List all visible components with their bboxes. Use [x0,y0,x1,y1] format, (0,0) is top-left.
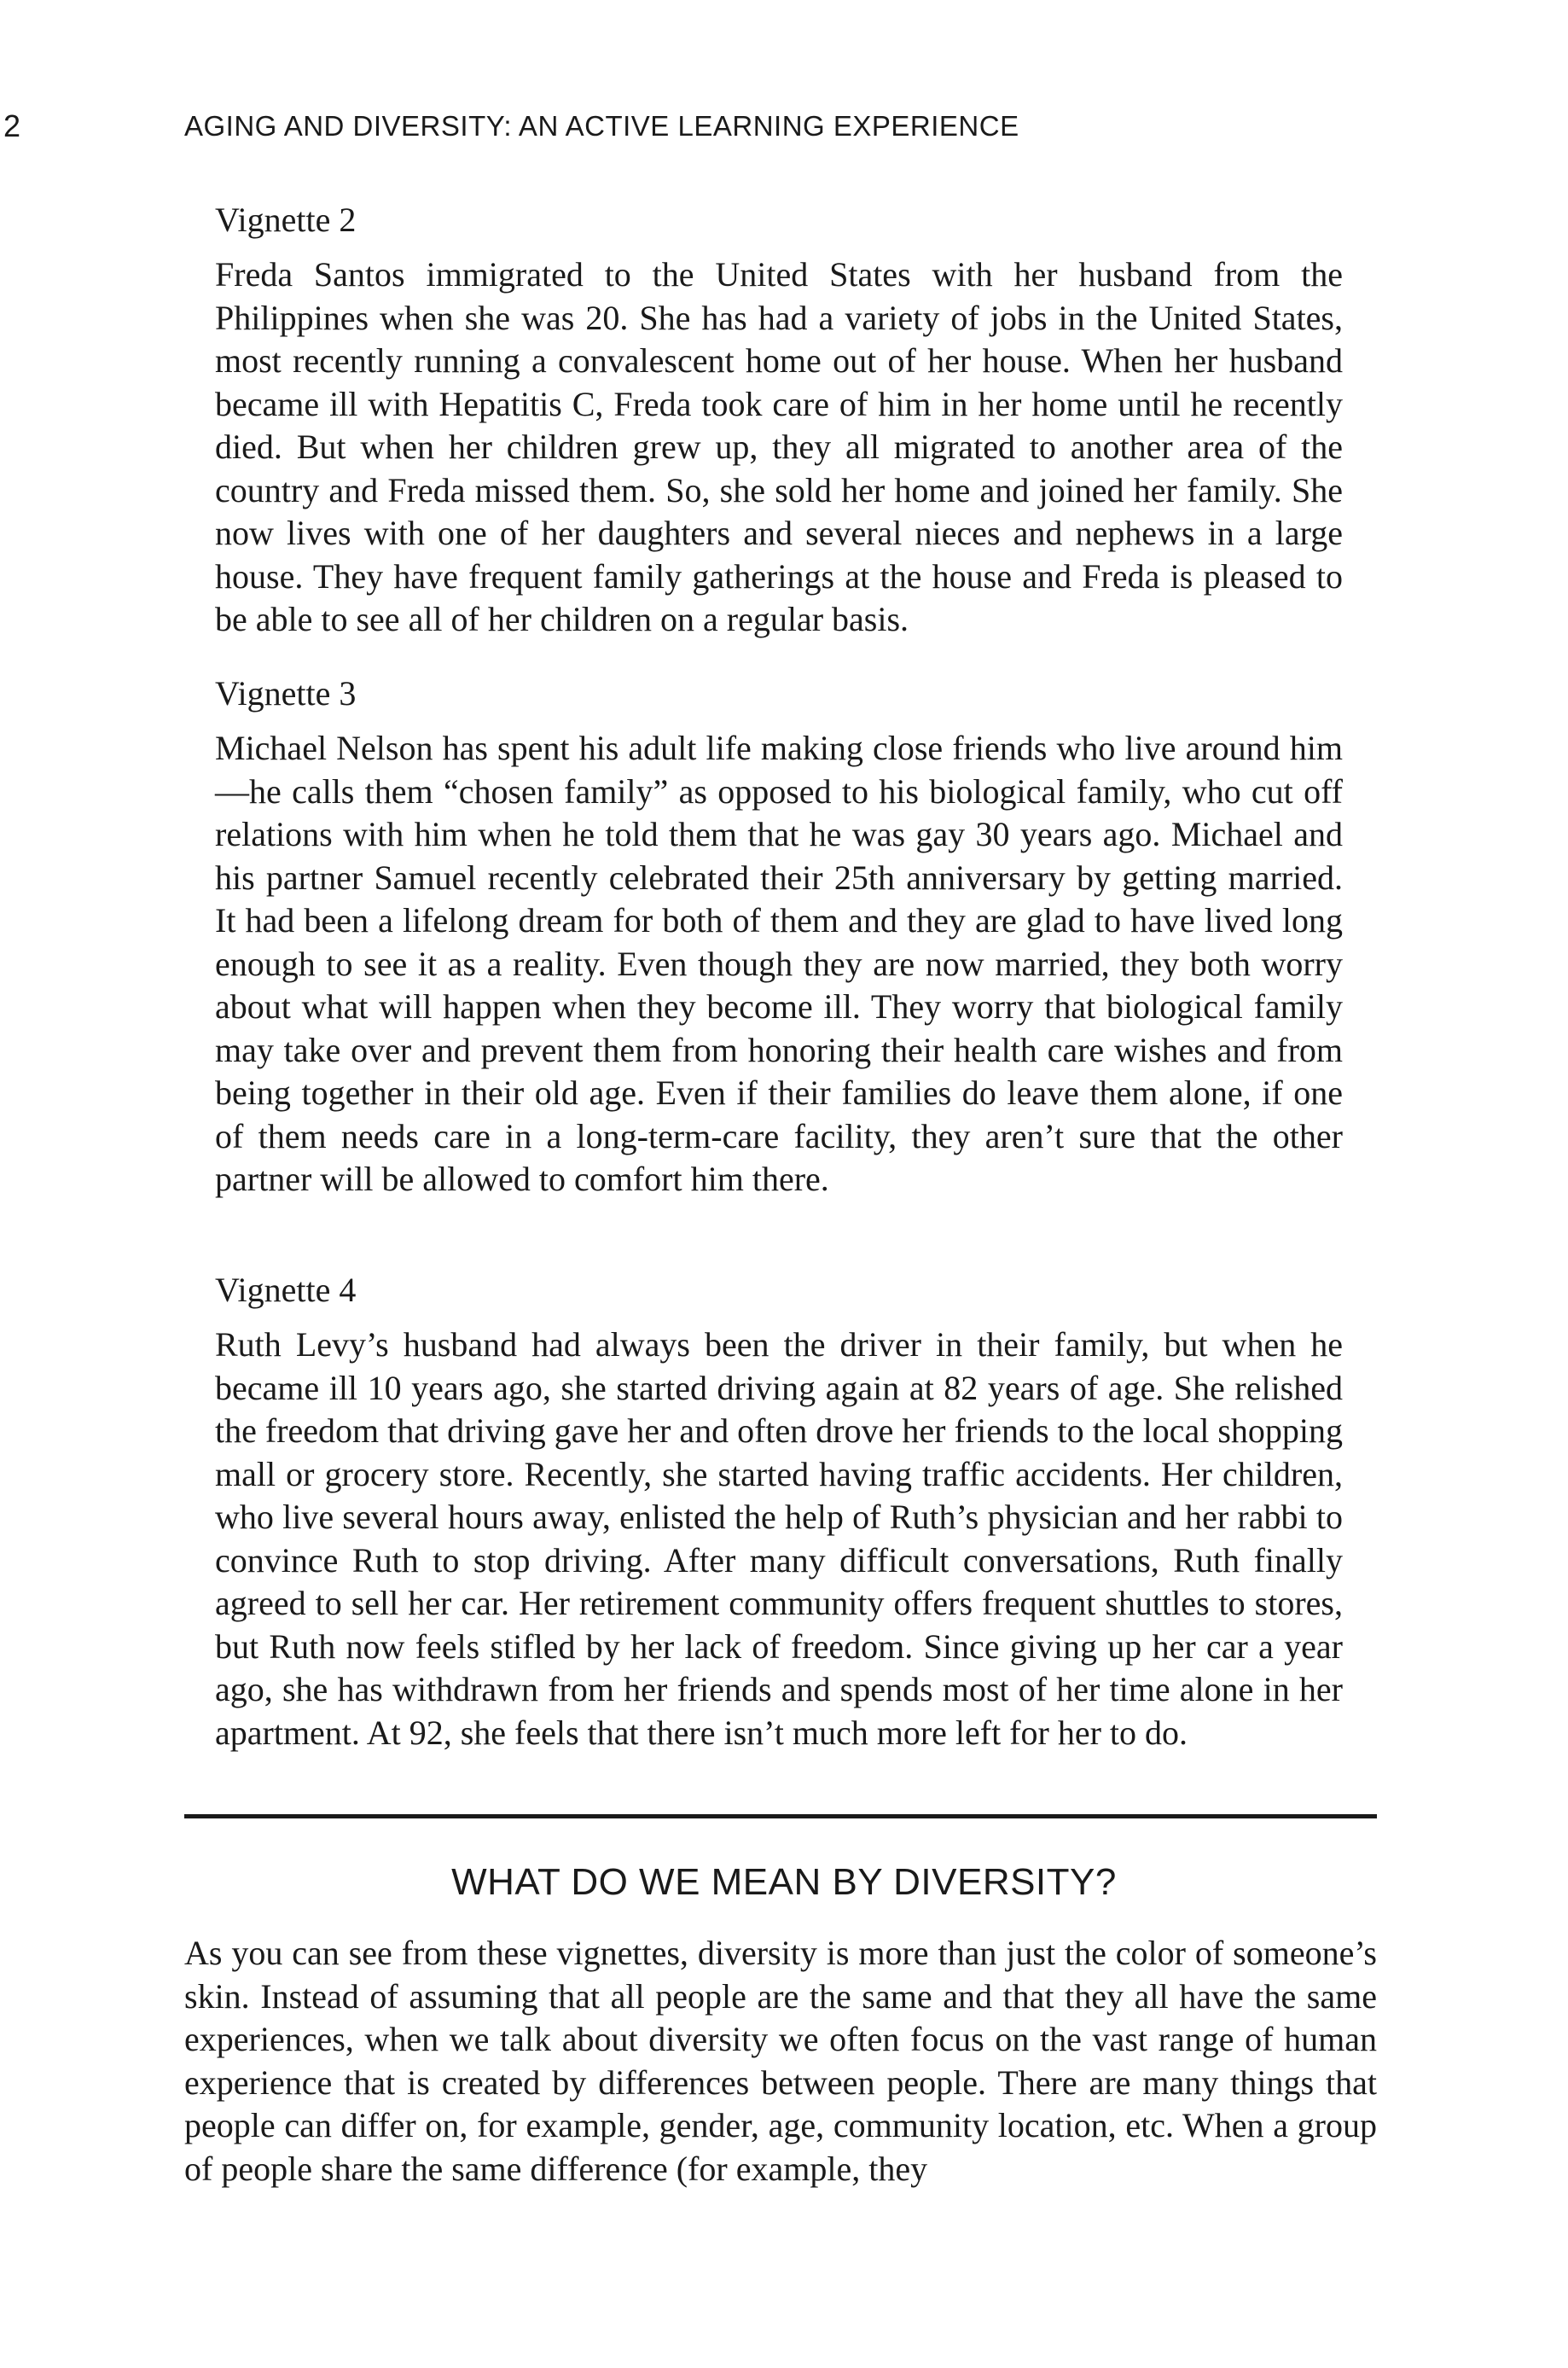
section-divider [184,1814,1377,1818]
vignette-4 [215,1269,1343,1754]
vignette-text: Michael Nelson has spent his adult life making close friends who live around him—he calls them “chosen family” as opposed to his biological family, who cut off relations with him when he told them that he was gay 30 years ago. Michael and his partner Samuel recently celebrated their 25th anniversary by getting married. It had been a lifelong dream for both of them and they are glad to have lived long enough to see it as a reality. Even though they are now married, they both worry about what will happen when they become ill. They worry that biological family may take over and prevent them from honoring their health care wishes and from being together in their old age. Even if their families do leave them alone, if one of them needs care in a long-term-care facility, they aren’t sure that the other partner will be allowed to comfort him there. [215,729,1343,1198]
section-heading: WHAT DO WE MEAN BY DIVERSITY? [451,1861,1117,1903]
vignette-title: Vignette 2 [215,201,357,239]
page-number: 2 [3,108,21,143]
vignette-2 [215,199,1343,642]
vignette-title: Vignette 4 [215,1271,357,1309]
body-paragraph: As you can see from these vignettes, diversity is more than just the color of someone’s skin. Instead of assuming that all people are the same and that they all have the same experiences, when we talk about diversity we often focus on the vast range of human experience that is created by differences between people. There are many things that people can differ on, for example, gender, age, community location, etc. When a group of people share the same difference (for example, they [184,1934,1377,2188]
vignette-3 [215,672,1343,1201]
running-head: AGING AND DIVERSITY: AN ACTIVE LEARNING EXPERIENCE [184,110,1019,142]
vignette-title: Vignette 3 [215,674,357,713]
vignette-text: Freda Santos immigrated to the United States with her husband from the Philippines when she was 20. She has had a variety of jobs in the United States, most recently running a convalescent home out of her house. When her husband became ill with Hepatitis C, Freda took care of him in her home until he recently died. But when her children grew up, they all migrated to another area of the country and Freda missed them. So, she sold her home and joined her family. She now lives with one of her daughters and several nieces and nephews in a large house. They have frequent family gatherings at the house and Freda is pleased to be able to see all of her children on a regular basis. [215,255,1343,638]
vignette-text: Ruth Levy’s husband had always been the driver in their family, but when he became ill 10 years ago, she started driving again at 82 years of age. She relished the freedom that driving gave her and often drove her friends to the local shopping mall or grocery store. Recently, she started having traffic accidents. Her children, who live several hours away, enlisted the help of Ruth’s physician and her rabbi to convince Ruth to stop driving. After many difficult conversations, Ruth finally agreed to sell her car. Her retirement community offers frequent shuttles to stores, but Ruth now feels stifled by her lack of freedom. Since giving up her car a year ago, she has withdrawn from her friends and spends most of her time alone in her apartment. At 92, she feels that there isn’t much more left for her to do. [215,1325,1343,1752]
